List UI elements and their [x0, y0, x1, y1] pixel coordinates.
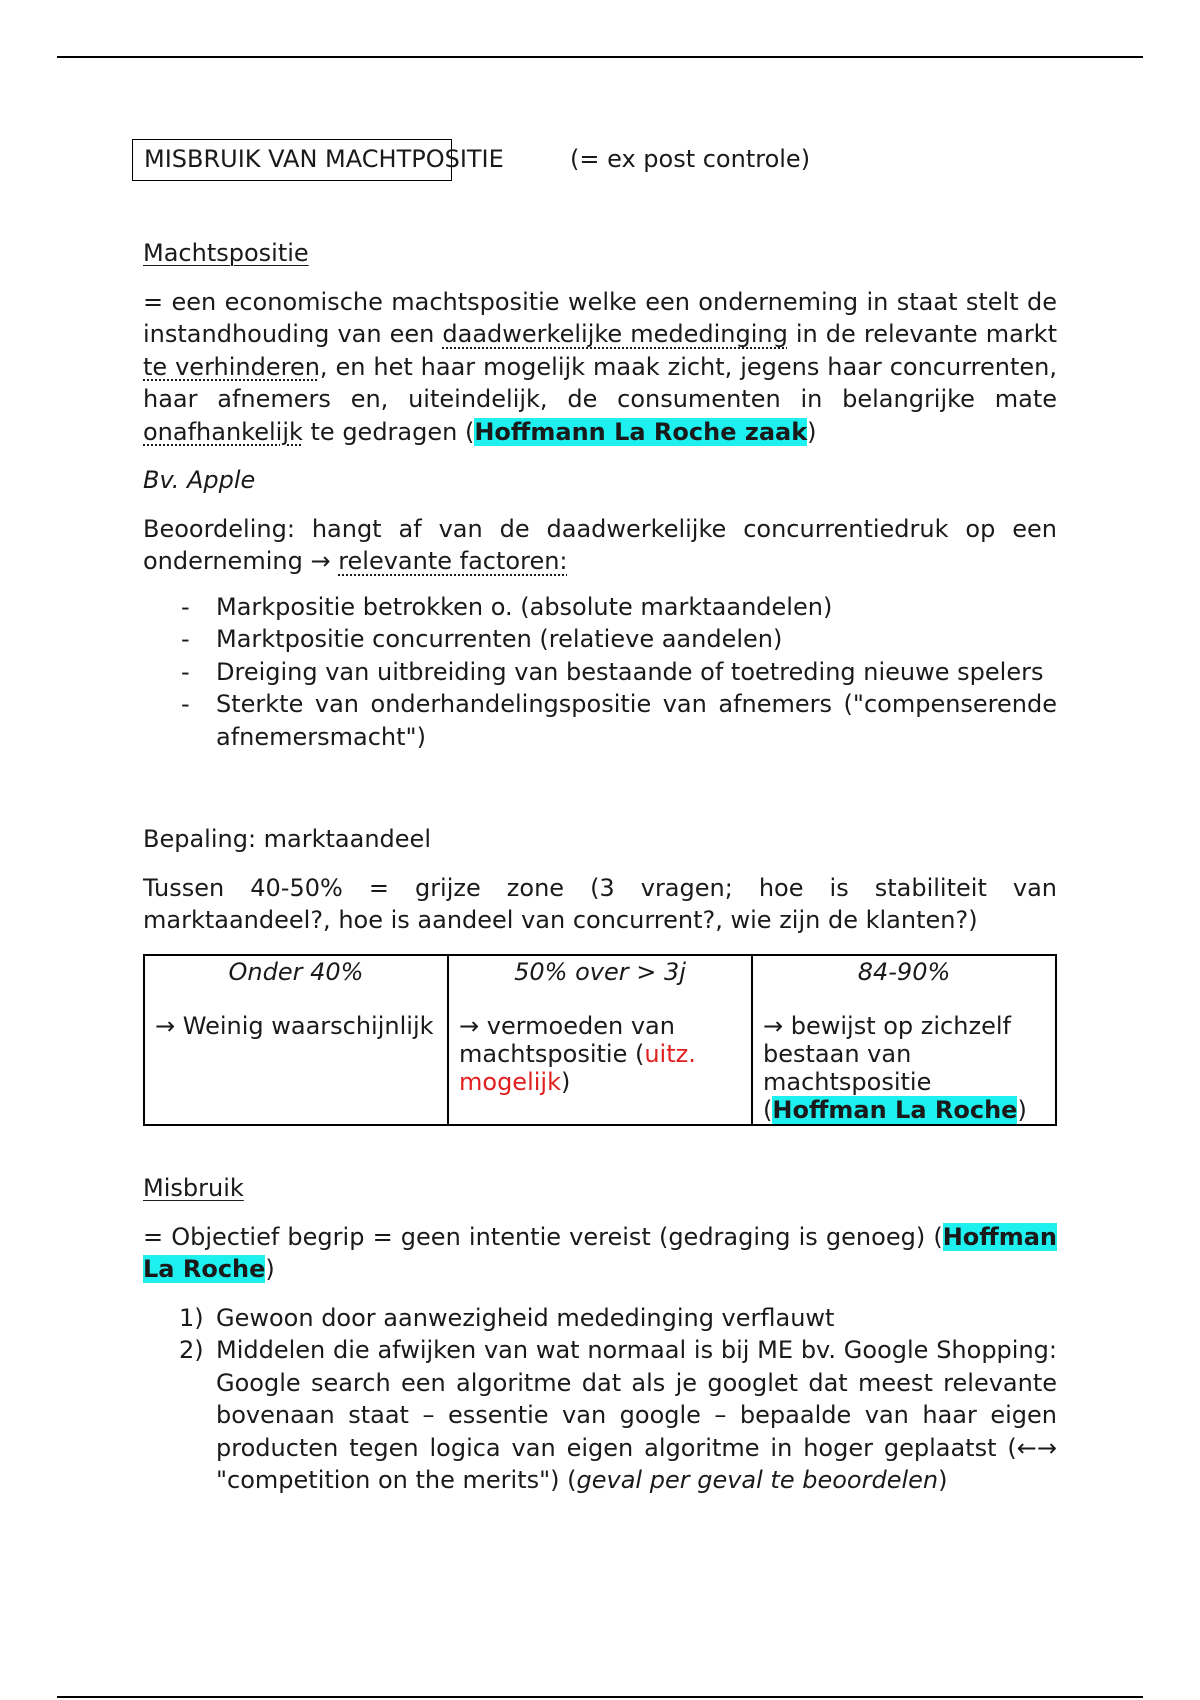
definition-text: ) [807, 417, 817, 446]
beoordeling-label: Beoordeling: hangt af van de daadwerkelijke concurrentiedruk op een onderneming → [143, 514, 1057, 575]
definition-text: , en het haar mogelijk maak zicht, jegens haar concurrenten, haar afnemers en, uiteindelijk, de consumenten in belangrijke mate [143, 352, 1057, 413]
list-item: - Markpositie betrokken o. (absolute marktaandelen) [143, 591, 1057, 624]
market-share-table [143, 954, 1057, 1126]
exception-note: uitz. mogelijk [459, 1040, 696, 1096]
case-highlight: Hoffmann La Roche zaak [474, 417, 808, 446]
footer-rule [57, 1696, 1143, 1698]
machtspositie-heading: Machtspositie [143, 239, 309, 267]
cell-text-close: ) [560, 1068, 571, 1096]
list-text-close: ) [938, 1466, 948, 1494]
table-cell-under-40 [144, 955, 448, 1125]
definition-text: te gedragen ( [302, 417, 475, 446]
definition-text: = een economische machtspositie welke een onderneming in staat stelt de instandhouding van een [143, 287, 1057, 348]
cell-text [459, 1012, 741, 1096]
definition-text: = Objectief begrip = geen intentie vereist (gedraging is genoeg) ( [143, 1222, 943, 1251]
definition-text: ) [265, 1255, 275, 1283]
case-highlight: Hoffman La Roche [772, 1096, 1018, 1124]
cell-text-open: ( [763, 1096, 773, 1124]
cell-text-main: → vermoeden van machtspositie ( [459, 1012, 675, 1068]
list-text: Gewoon door aanwezigheid mededinging verflauwt [216, 1303, 835, 1332]
list-number: 2) [179, 1336, 204, 1364]
case-highlight: Hoffman La Roche [143, 1222, 1057, 1283]
table-row [144, 955, 1056, 1125]
beoordeling-term: relevante factoren: [338, 547, 568, 575]
header-rule [57, 56, 1143, 58]
list-item [143, 1302, 1057, 1335]
beoordeling-text [143, 513, 1057, 578]
example-text: Bv. Apple [143, 466, 256, 494]
cell-text: → Weinig waarschijnlijk [155, 1012, 434, 1040]
cell-text [763, 1012, 1045, 1124]
definition-term: te verhinderen [143, 352, 320, 381]
list-item: - Sterkte van onderhandelingspositie van afnemers ("compenserende afnemersmacht") [143, 688, 1057, 753]
list-text: Middelen die afwijken van wat normaal is bij ME bv. Google Shopping: Google search een algoritme dat als je googlet dat meest relevante bovenaan staat – essentie van google – bepaalde van haar eigen producten tegen logica van eigen algoritme in hoger geplaatst (←→ "competition on the merits") ( [216, 1336, 1057, 1494]
misbruik-definition [143, 1221, 1057, 1286]
misbruik-section [143, 1172, 1057, 1497]
list-item: - Dreiging van uitbreiding van bestaande of toetreding nieuwe spelers [143, 656, 1057, 689]
list-italic-note: geval per geval te beoordelen [576, 1466, 939, 1494]
column-header: Onder 40% [228, 958, 364, 986]
definition-term: daadwerkelijke mededinging [442, 320, 788, 348]
machtspositie-definition [143, 286, 1057, 449]
cell-text-main: → bewijst op zichzelf bestaan van machtspositie [763, 1012, 1011, 1096]
bepaling-section [143, 823, 1057, 937]
title-note: (= ex post controle) [570, 145, 811, 173]
grijze-zone-text: Tussen 40-50% = grijze zone (3 vragen; hoe is stabiliteit van marktaandeel?, hoe is aandeel van concurrent?, wie zijn de klanten?) [143, 873, 1057, 934]
table-cell-50-over-3j [448, 955, 752, 1125]
misbruik-list [143, 1302, 1057, 1497]
table-cell-84-90 [752, 955, 1056, 1125]
misbruik-heading: Misbruik [143, 1174, 244, 1202]
column-header: 84-90% [857, 958, 951, 986]
page-title: MISBRUIK VAN MACHTPOSITIE [144, 145, 504, 173]
machtspositie-section [143, 237, 1057, 753]
list-number: 1) [179, 1303, 204, 1332]
list-item: - Marktpositie concurrenten (relatieve aandelen) [143, 623, 1057, 656]
factor-list [143, 591, 1057, 754]
bepaling-label: Bepaling: marktaandeel [143, 825, 431, 853]
column-header: 50% over > 3j [514, 958, 686, 986]
definition-text: in de relevante markt [787, 320, 1057, 348]
cell-text-close: ) [1017, 1096, 1027, 1124]
definition-term: onafhankelijk [143, 417, 303, 446]
list-item [143, 1334, 1057, 1497]
